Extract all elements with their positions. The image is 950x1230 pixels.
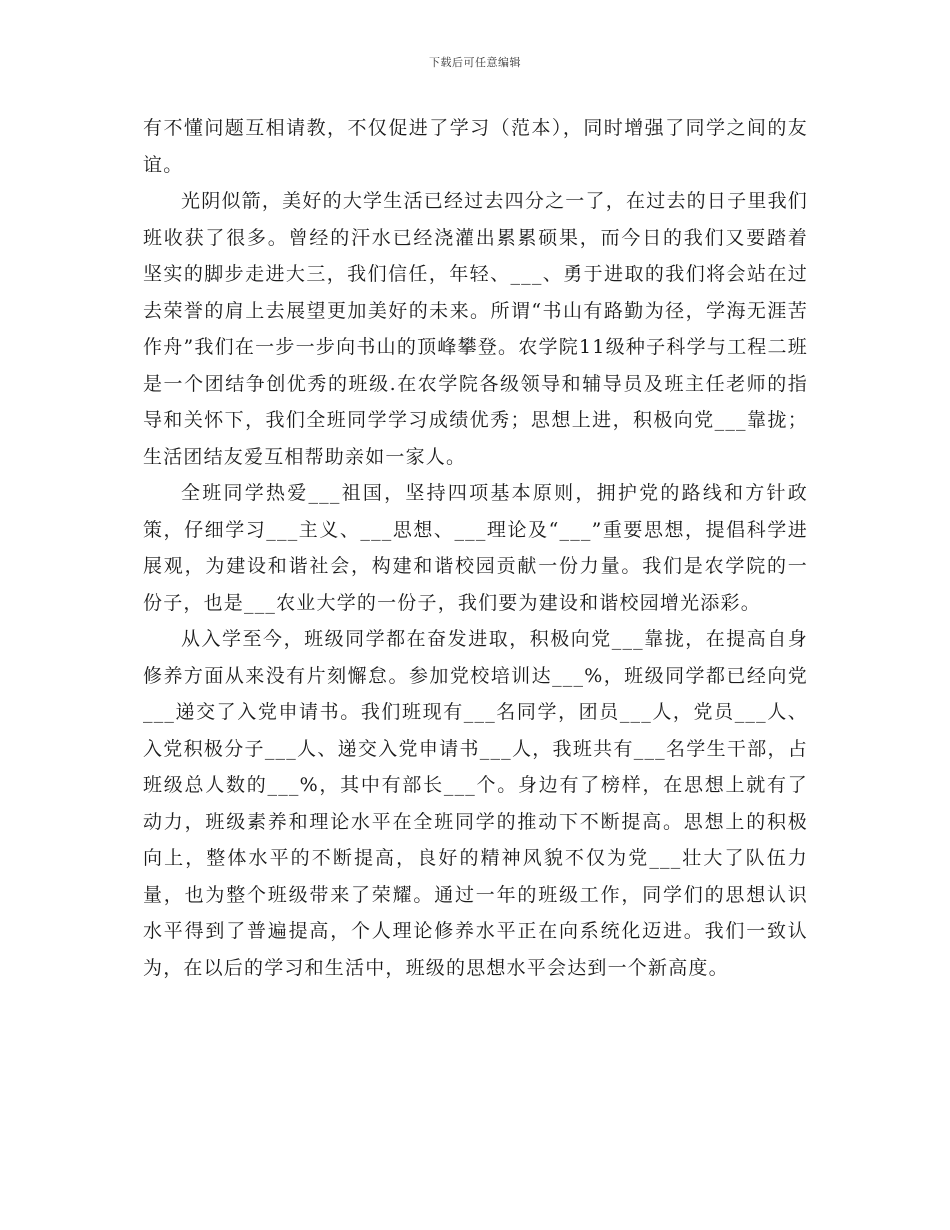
paragraph-4: 从入学至今，班级同学都在奋发进取，积极向党___靠拢，在提高自身修养方面从来没有片刻懈怠。参加党校培训达___%，班级同学都已经向党___递交了入党申请书。我们班现有___名同学，团员___人，党员___人、入党积极分子___人、递交入党申请书___人，我班共有___名学生干部，占班级总人数的___%，其中有部长___个。身边有了榜样，在思想上就有了动力，班级素养和理论水平在全班同学的推动下不断提高。思想上的积极向上，整体水平的不断提高，良好的精神风貌不仅为党___壮大了队伍力量，也为整个班级带来了荣耀。通过一年的班级工作，同学们的思想认识水平得到了普遍提高，个人理论修养水平正在向系统化迈进。我们一致认为，在以后的学习和生活中，班级的思想水平会达到一个新高度。 [143, 628, 808, 979]
paragraph-2: 光阴似箭，美好的大学生活已经过去四分之一了，在过去的日子里我们班收获了很多。曾经的汗水已经浇灌出累累硕果，而今日的我们又要踏着坚实的脚步走进大三，我们信任，年轻、___、勇于进取的我们将会站在过去荣誉的肩上去展望更加美好的未来。所谓“书山有路勤为径，学海无涯苦作舟”我们在一步一步向书山的顶峰攀登。农学院11级种子科学与工程二班是一个团结争创优秀的班级.在农学院各级领导和辅导员及班主任老师的指导和关怀下，我们全班同学学习成绩优秀；思想上进，积极向党___靠拢；生活团结友爱互相帮助亲如一家人。 [143, 190, 808, 468]
page-header: 下载后可任意编辑 [429, 56, 521, 69]
paragraph-1: 有不懂问题互相请教，不仅促进了学习（范本），同时增强了同学之间的友谊。 [143, 117, 808, 176]
paragraph-3: 全班同学热爱___祖国，坚持四项基本原则，拥护党的路线和方针政策，仔细学习___主义、___思想、___理论及“___”重要思想，提倡科学进展观，为建设和谐社会，构建和谐校园贡献一份力量。我们是农学院的一份子，也是___农业大学的一份子，我们要为建设和谐校园增光添彩。 [143, 482, 808, 614]
document-body [143, 110, 808, 986]
